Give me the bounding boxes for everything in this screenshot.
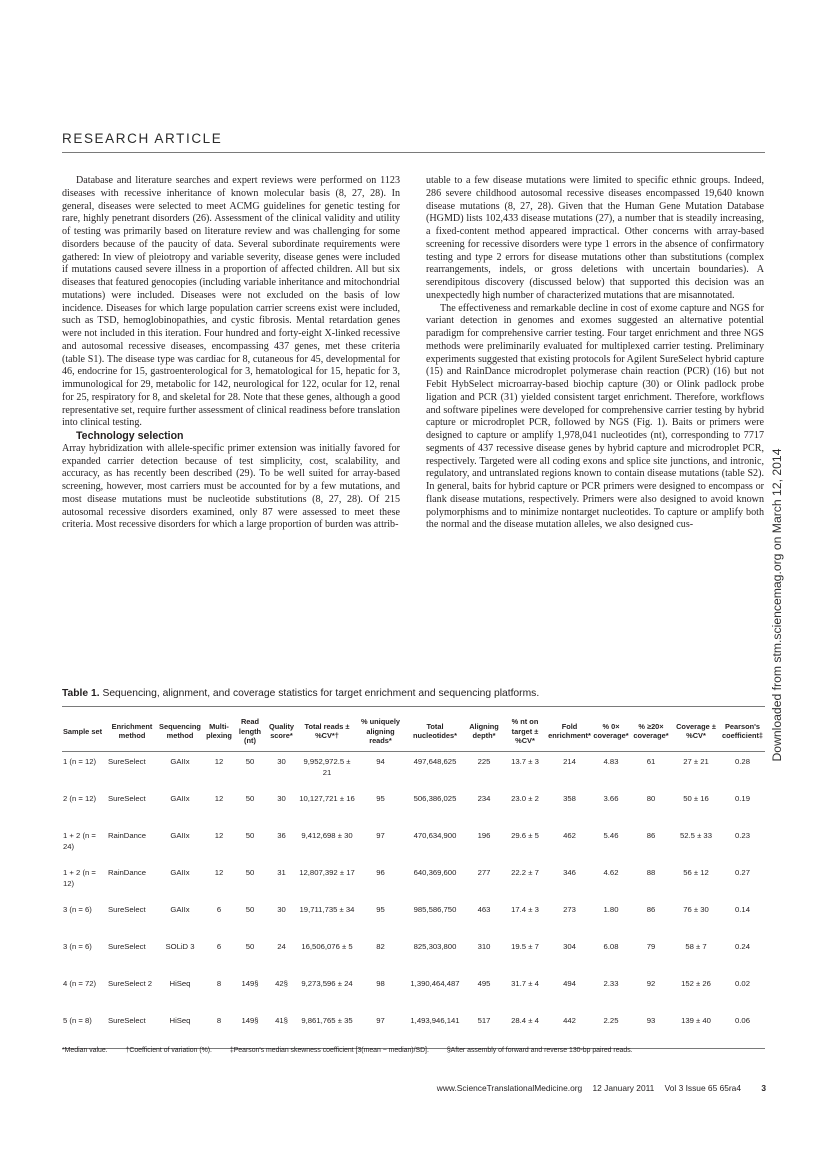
table-cell: 95 (376, 904, 385, 914)
table-cell: 225 (477, 756, 491, 766)
table-footnotes (62, 1047, 765, 1054)
table-cell: 19.5 ± 7 (511, 941, 539, 951)
table-cell: 12 (214, 830, 224, 840)
table-cell: 12 (214, 756, 224, 766)
subheading: Technology selection (76, 430, 184, 442)
table-cell: 80 (646, 793, 656, 803)
table-cell: 139 ± 40 (672, 1011, 720, 1049)
table-cell: 463 (477, 904, 491, 914)
table-cell: SOLiD 3 (165, 941, 195, 951)
footnote: §After assembly of forward and reverse 130-bp paired reads. (446, 1047, 633, 1054)
table-cell: 3 (n = 6) (63, 904, 92, 914)
table-cell: 506,386,025 (413, 793, 457, 803)
table-cell: 1 + 2 (n = 24) (63, 830, 96, 851)
footer-volume: Vol 3 Issue 65 65ra4 (664, 1083, 741, 1093)
table-cell: 1 (n = 12) (63, 756, 97, 766)
table-cell: 98 (376, 978, 385, 988)
column-header: Total reads ± %CV*† (298, 714, 356, 751)
table-cell: 196 (477, 830, 491, 840)
table-cell: 36 (277, 830, 286, 840)
table-cell: 86 (646, 904, 656, 914)
table-cell: 22.2 ± 7 (511, 867, 539, 877)
table-cell: 56 ± 12 (683, 867, 709, 877)
table-row (62, 900, 765, 937)
left-column (62, 175, 400, 532)
table-row (62, 863, 765, 900)
paragraph: Database and literature searches and expert reviews were performed on 1123 diseases with recessive inheritance of known molecular basis (8, 27, 28). In general, diseases were selected to meet ACMG guidelines for genetic testing for rare, highly penetrant disorders (26). Assessment of the clinical validity and utility of testing was primarily based on literature review and was challenging for some disorders because of the paucity of data. Several subordinate requirements were gathered: In view of pleiotropy and variable severity, disease genes were included if mutations caused severe illness in a proportion of affected children. All but six diseases that featured genocopies (including variable inheritance and mitochondrial mutations) were included. Diseases were not excluded on the basis of low incidence. Diseases for which large population carrier screens exist were included, such as TSD, hemoglobinopathies, and cystic fibrosis. Mental retardation genes were not included in this iteration. Four hundred and forty-eight X-linked recessive and autosomal recessive diseases, encompassing 437 genes, met these criteria (table S1). The disease type was cardiac for 8, cutaneous for 45, developmental for 46, endocrine for 15, gastroenterological for 3, hematological for 15, hepatic for 3, immunological for 29, metabolic for 142, neurological for 122, ocular for 12, renal for 25, respiratory for 8, and skeletal for 28. Note that these genes, although a good representative set, require further assessment of clinical readiness before translation into clinical testing. (62, 175, 401, 429)
download-note[interactable] (766, 440, 788, 770)
table-cell: 10,127,721 ± 16 (299, 793, 355, 803)
table-cell: 50 ± 16 (683, 793, 709, 803)
table-cell: SureSelect (108, 756, 146, 766)
table-cell: 9,952,972.5 ± 21 (303, 756, 351, 777)
table-cell: 5 (n = 8) (62, 1011, 107, 1049)
table-cell: 3 (n = 6) (63, 941, 92, 951)
footnote: *Median value. (62, 1047, 108, 1054)
table-row (62, 751, 765, 789)
table-cell: 495 (477, 978, 491, 988)
table-cell: 234 (477, 793, 491, 803)
table-cell: 50 (245, 867, 255, 877)
column-header: % 0× coverage* (592, 714, 630, 751)
table-cell: 58 ± 7 (685, 941, 707, 951)
table-row (62, 1011, 765, 1049)
table-cell: 12 (214, 867, 224, 877)
table-cell: GAIIx (170, 904, 190, 914)
table-cell: 76 ± 30 (683, 904, 709, 914)
table-caption-text: Sequencing, alignment, and coverage statistics for target enrichment and sequencing platforms. (102, 688, 540, 699)
table-cell: SureSelect (108, 793, 146, 803)
table-cell: 28.4 ± 4 (503, 1011, 547, 1049)
page-footer (380, 1083, 766, 1093)
table-top-rule (62, 706, 765, 707)
table-cell: 88 (646, 867, 656, 877)
table-cell: 30 (277, 793, 286, 803)
table-cell: HiSeq (157, 1011, 203, 1049)
column-header: Enrichment method (107, 714, 157, 751)
section-label: RESEARCH ARTICLE (62, 131, 223, 146)
table-cell: 0.28 (735, 756, 750, 766)
table-cell: 0.02 (735, 978, 750, 988)
table-header-row (62, 714, 765, 751)
table-row (62, 974, 765, 1011)
table-cell: 358 (563, 793, 576, 803)
table-cell: 825,303,800 (413, 941, 457, 951)
table-row (62, 826, 765, 863)
table-cell: 52.5 ± 33 (679, 830, 712, 840)
table-cell: 442 (547, 1011, 592, 1049)
table-cell: 0.14 (735, 904, 750, 914)
table-cell: 0.27 (735, 867, 750, 877)
table-cell: SureSelect (108, 904, 146, 914)
table-cell: 2.33 (603, 978, 619, 988)
table-cell: 97 (376, 830, 385, 840)
table-body (62, 751, 765, 1048)
column-header: Sample set (62, 714, 107, 751)
table-cell: 3.66 (603, 793, 619, 803)
table-cell: 12 (214, 793, 224, 803)
footer-url[interactable]: www.ScienceTranslationalMedicine.org (436, 1083, 583, 1093)
table-cell: 19,711,735 ± 34 (299, 904, 355, 914)
table-row (62, 789, 765, 826)
table-cell: 462 (563, 830, 576, 840)
table-cell: 17.4 ± 3 (511, 904, 539, 914)
footnote: †Coefficient of variation (%). (125, 1047, 212, 1054)
table-cell: 97 (356, 1011, 405, 1049)
table-cell: 23.0 ± 2 (511, 793, 539, 803)
table-cell: 9,412,698 ± 30 (301, 830, 353, 840)
table-cell: 6 (216, 904, 222, 914)
table-cell: 4.62 (603, 867, 619, 877)
table-cell: 29.6 ± 5 (511, 830, 539, 840)
table-cell: 31.7 ± 4 (511, 978, 539, 988)
column-header: Total nucleotides* (405, 714, 465, 751)
table-cell: 2 (n = 12) (63, 793, 97, 803)
table-cell: 86 (646, 830, 656, 840)
paragraph: utable to a few disease mutations were limited to specific ethnic groups. Indeed, 286 severe childhood autosomal recessive diseases encompassed 19,640 known disease mutations (8, 27, 28). Given that the Human Gene Mutation Database (HGMD) lists 102,433 disease mutations (27), a number that is steadily increasing, a fixed-content method appeared impractical. Other concerns with array-based screening for recessive disorders were type 1 errors in the absence of confirmatory testing and type 2 errors for disease mutations other than substitutions (complex rearrangements, indels, or gross deletions with uncertain boundaries). A serendipitous discovery (discussed below) that supported this decision was an unexpectedly high number of characterized mutations that are misannotated. (426, 175, 764, 301)
table-cell: 50 (245, 941, 255, 951)
table-cell: 31 (277, 867, 286, 877)
table-cell: 640,369,600 (413, 867, 457, 877)
statistics-table (62, 714, 765, 1049)
table-cell: 1,493,946,141 (405, 1011, 465, 1049)
table-cell: 6 (216, 941, 222, 951)
column-header: Sequencing method (157, 714, 203, 751)
column-header: Read length (nt) (235, 714, 265, 751)
header-rule (62, 152, 765, 153)
table-cell: RainDance (108, 830, 147, 840)
table-cell: 50 (245, 904, 255, 914)
table-cell: 517 (465, 1011, 503, 1049)
table-cell: SureSelect (107, 1011, 157, 1049)
column-header: Pearson's coefficient‡ (720, 714, 765, 751)
table-cell: 310 (477, 941, 491, 951)
table-cell: 494 (563, 978, 576, 988)
table-cell: GAIIx (170, 830, 190, 840)
table-cell: 0.23 (735, 830, 750, 840)
footer-date: 12 January 2011 (592, 1083, 655, 1093)
table-cell: 94 (376, 756, 385, 766)
column-header: % uniquely aligning reads* (356, 714, 405, 751)
table-cell: HiSeq (169, 978, 191, 988)
table-cell: 96 (376, 867, 385, 877)
table-cell: RainDance (108, 867, 147, 877)
table-caption-label: Table 1. (62, 688, 100, 699)
table-cell: 95 (376, 793, 385, 803)
table-cell: 985,586,750 (413, 904, 457, 914)
table-cell: 5.46 (603, 830, 619, 840)
paragraph: The effectiveness and remarkable decline in cost of exome capture and NGS for variant detection in genomes and exomes suggested an alternative potential paradigm for comprehensive carrier testing. Four target enrichment and three NGS methods were preliminarily evaluated for multiplexed carrier testing. Preliminary experiments suggested that existing protocols for Agilent SureSelect hybrid capture (15) and RainDance microdroplet polymerase chain reaction (PCR) (16) but not Febit HybSelect microarray-based biochip capture (30) or Olink padlock probe ligation and PCR (31) yielded consistent target enrichment. Therefore, workflows and software pipelines were developed for comprehensive carrier testing by hybrid capture or microdroplet PCR, followed by NGS (Fig. 1). Baits or primers were designed to capture or amplify 1,978,041 nucleotides (nt), corresponding to 7717 segments of 437 recessive disease genes by hybrid capture and microdroplet PCR, respectively. Targeted were all coding exons and splice site junctions, and intronic, regulatory, and untranslated regions known to contain disease mutations (table S2). In general, baits for hybrid capture or PCR primers were designed to encompass or flank disease mutations, respectively. Primers were also designed to avoid known polymorphisms and to minimize nontarget nucleotides. To capture or amplify both the normal and the disease mutation alleles, we also designed cus- (426, 302, 764, 531)
table-cell: GAIIx (170, 756, 190, 766)
table-cell: 149§ (241, 978, 259, 988)
table-cell: 277 (477, 867, 491, 877)
right-column (426, 175, 764, 532)
table-cell: 61 (646, 756, 656, 766)
table-cell: 1 + 2 (n = 12) (63, 867, 96, 888)
page-number: 3 (761, 1083, 766, 1093)
table-cell: 93 (630, 1011, 672, 1049)
table-cell: 79 (646, 941, 656, 951)
download-note-text[interactable]: Downloaded from stm.sciencemag.org on March 12, 2014 (770, 448, 784, 762)
table-cell: 346 (563, 867, 576, 877)
table-caption (62, 688, 539, 699)
table-cell: 214 (563, 756, 576, 766)
table-cell: 30 (277, 904, 286, 914)
table-cell: GAIIx (170, 867, 190, 877)
table-cell: 304 (563, 941, 576, 951)
table-row (62, 937, 765, 974)
table-cell: 8 (203, 1011, 235, 1049)
table-cell: 12,807,392 ± 17 (299, 867, 355, 877)
table-cell: 1,390,464,487 (410, 978, 460, 988)
table-cell: 8 (216, 978, 222, 988)
table-cell: 6.08 (603, 941, 619, 951)
column-header: % ≥20× coverage* (630, 714, 672, 751)
table-cell: 50 (245, 830, 255, 840)
column-header: Aligning depth* (465, 714, 503, 751)
table-cell: 4.83 (603, 756, 619, 766)
table-cell: 16,506,076 ± 5 (301, 941, 353, 951)
table-cell: 152 ± 26 (681, 978, 711, 988)
table-cell: 13.7 ± 3 (511, 756, 539, 766)
table-cell: 1.80 (603, 904, 619, 914)
table-cell: 92 (646, 978, 656, 988)
table-cell: 149§ (235, 1011, 265, 1049)
table-cell: 50 (245, 793, 255, 803)
table-cell: 4 (n = 72) (63, 978, 97, 988)
table-cell: 50 (245, 756, 255, 766)
table-cell: 0.06 (720, 1011, 765, 1049)
table-cell: 9,861,765 ± 35 (298, 1011, 356, 1049)
column-header: Coverage ± %CV* (672, 714, 720, 751)
table-cell: 0.19 (735, 793, 750, 803)
table-cell: 0.24 (735, 941, 750, 951)
table-cell: 30 (277, 756, 286, 766)
column-header: Quality score* (265, 714, 298, 751)
column-header: Fold enrichment* (547, 714, 592, 751)
column-header: Multi- plexing (203, 714, 235, 751)
table-cell: 24 (277, 941, 286, 951)
table-cell: 82 (376, 941, 385, 951)
table-cell: 497,648,625 (413, 756, 457, 766)
table-cell: 273 (563, 904, 576, 914)
table-cell: 41§ (265, 1011, 298, 1049)
paragraph: Array hybridization with allele-specific primer extension was initially favored for expanded carrier detection because of test simplicity, cost, scalability, and accuracy, as has recently been described (29). To be well suited for array-based screening, however, most carriers must be accounted for by a few mutations, and most disease mutations must be nucleotide substitutions (8, 27, 28). Of 215 autosomal recessive disorders examined, only 87 were assessed to meet these criteria. Most recessive disorders for which a large proportion of burden was attrib- (62, 442, 400, 531)
column-header: % nt on target ± %CV* (503, 714, 547, 751)
table-cell: SureSelect 2 (108, 978, 153, 988)
table-cell: 470,634,900 (413, 830, 457, 840)
table-cell: GAIIx (170, 793, 190, 803)
table-cell: SureSelect (108, 941, 146, 951)
table-cell: 2.25 (592, 1011, 630, 1049)
table-cell: 9,273,596 ± 24 (301, 978, 353, 988)
footnote: ‡Pearson's median skewness coefficient [3(mean − median)/SD]. (229, 1047, 429, 1054)
table-cell: 42§ (275, 978, 288, 988)
table-cell: 27 ± 21 (683, 756, 709, 766)
